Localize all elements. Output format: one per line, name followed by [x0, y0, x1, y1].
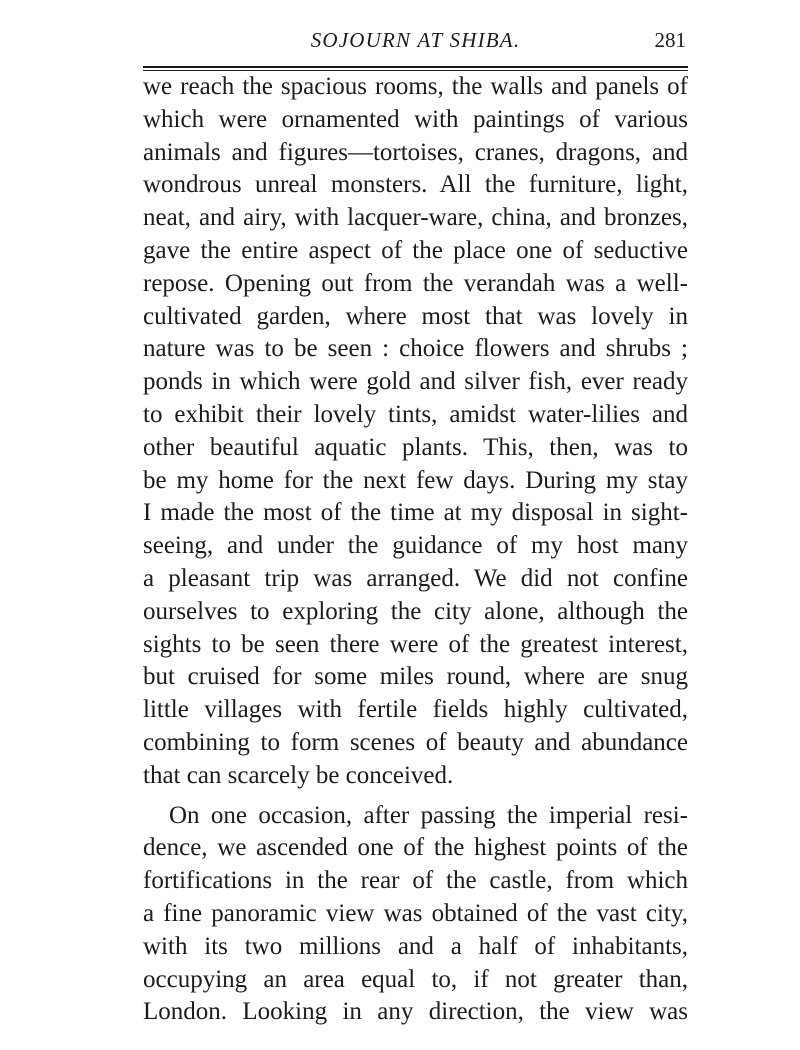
paragraph-gap — [143, 793, 688, 800]
text-line: combining to form scenes of beauty and abundance — [143, 728, 688, 756]
text-line: I made the most of the time at my disposal in sight- — [143, 499, 688, 527]
text-line: fortifications in the rear of the castle, from which — [143, 867, 688, 895]
text-line: a fine panoramic view was obtained of the vast city, — [143, 899, 688, 927]
text-line: wondrous unreal monsters. All the furniture, light, — [143, 171, 688, 199]
text-line: repose. Opening out from the verandah was a well- — [143, 269, 688, 297]
text-line: nature was to be seen : choice flowers and shrubs ; — [143, 335, 688, 363]
page-number: 281 — [654, 28, 686, 52]
running-header — [143, 28, 688, 58]
text-line: which were ornamented with paintings of various — [143, 105, 688, 133]
paragraph-2 — [143, 800, 688, 1030]
text-line: occupying an area equal to, if not greater than, — [143, 965, 688, 993]
text-line: London. Looking in any direction, the view was — [143, 998, 688, 1026]
text-line: ponds in which were gold and silver fish, ever ready — [143, 368, 688, 396]
text-line: to exhibit their lovely tints, amidst water-lilies and — [143, 400, 688, 428]
running-title: SOJOURN AT SHIBA. — [310, 28, 521, 52]
text-line: ourselves to exploring the city alone, although the — [143, 597, 688, 625]
text-line: cultivated garden, where most that was lovely in — [143, 302, 688, 330]
text-line: On one occasion, after passing the imperial resi- — [169, 801, 688, 829]
text-line: sights to be seen there were of the greatest interest, — [143, 630, 688, 658]
text-line: we reach the spacious rooms, the walls and panels of — [143, 73, 688, 100]
text-line: little villages with fertile fields highly cultivated, — [143, 696, 688, 724]
text-line: a pleasant trip was arranged. We did not confine — [143, 564, 688, 592]
text-line: other beautiful aquatic plants. This, then, was to — [143, 433, 688, 461]
text-line: be my home for the next few days. During my stay — [143, 466, 688, 494]
paragraph-1 — [143, 71, 688, 793]
text-line: that can scarcely be conceived. — [143, 761, 454, 789]
text-line: with its two millions and a half of inhabitants, — [143, 932, 688, 960]
text-line: but cruised for some miles round, where are snug — [143, 663, 688, 691]
text-line: gave the entire aspect of the place one of seductive — [143, 236, 688, 264]
header-rule-thick — [143, 66, 688, 68]
text-line: seeing, and under the guidance of my host many — [143, 532, 688, 560]
body-text — [143, 71, 688, 1029]
text-line: animals and figures—tortoises, cranes, dragons, and — [143, 138, 688, 166]
text-line: dence, we ascended one of the highest points of the — [143, 834, 688, 862]
text-line: neat, and airy, with lacquer-ware, china, and bronzes, — [143, 204, 688, 232]
